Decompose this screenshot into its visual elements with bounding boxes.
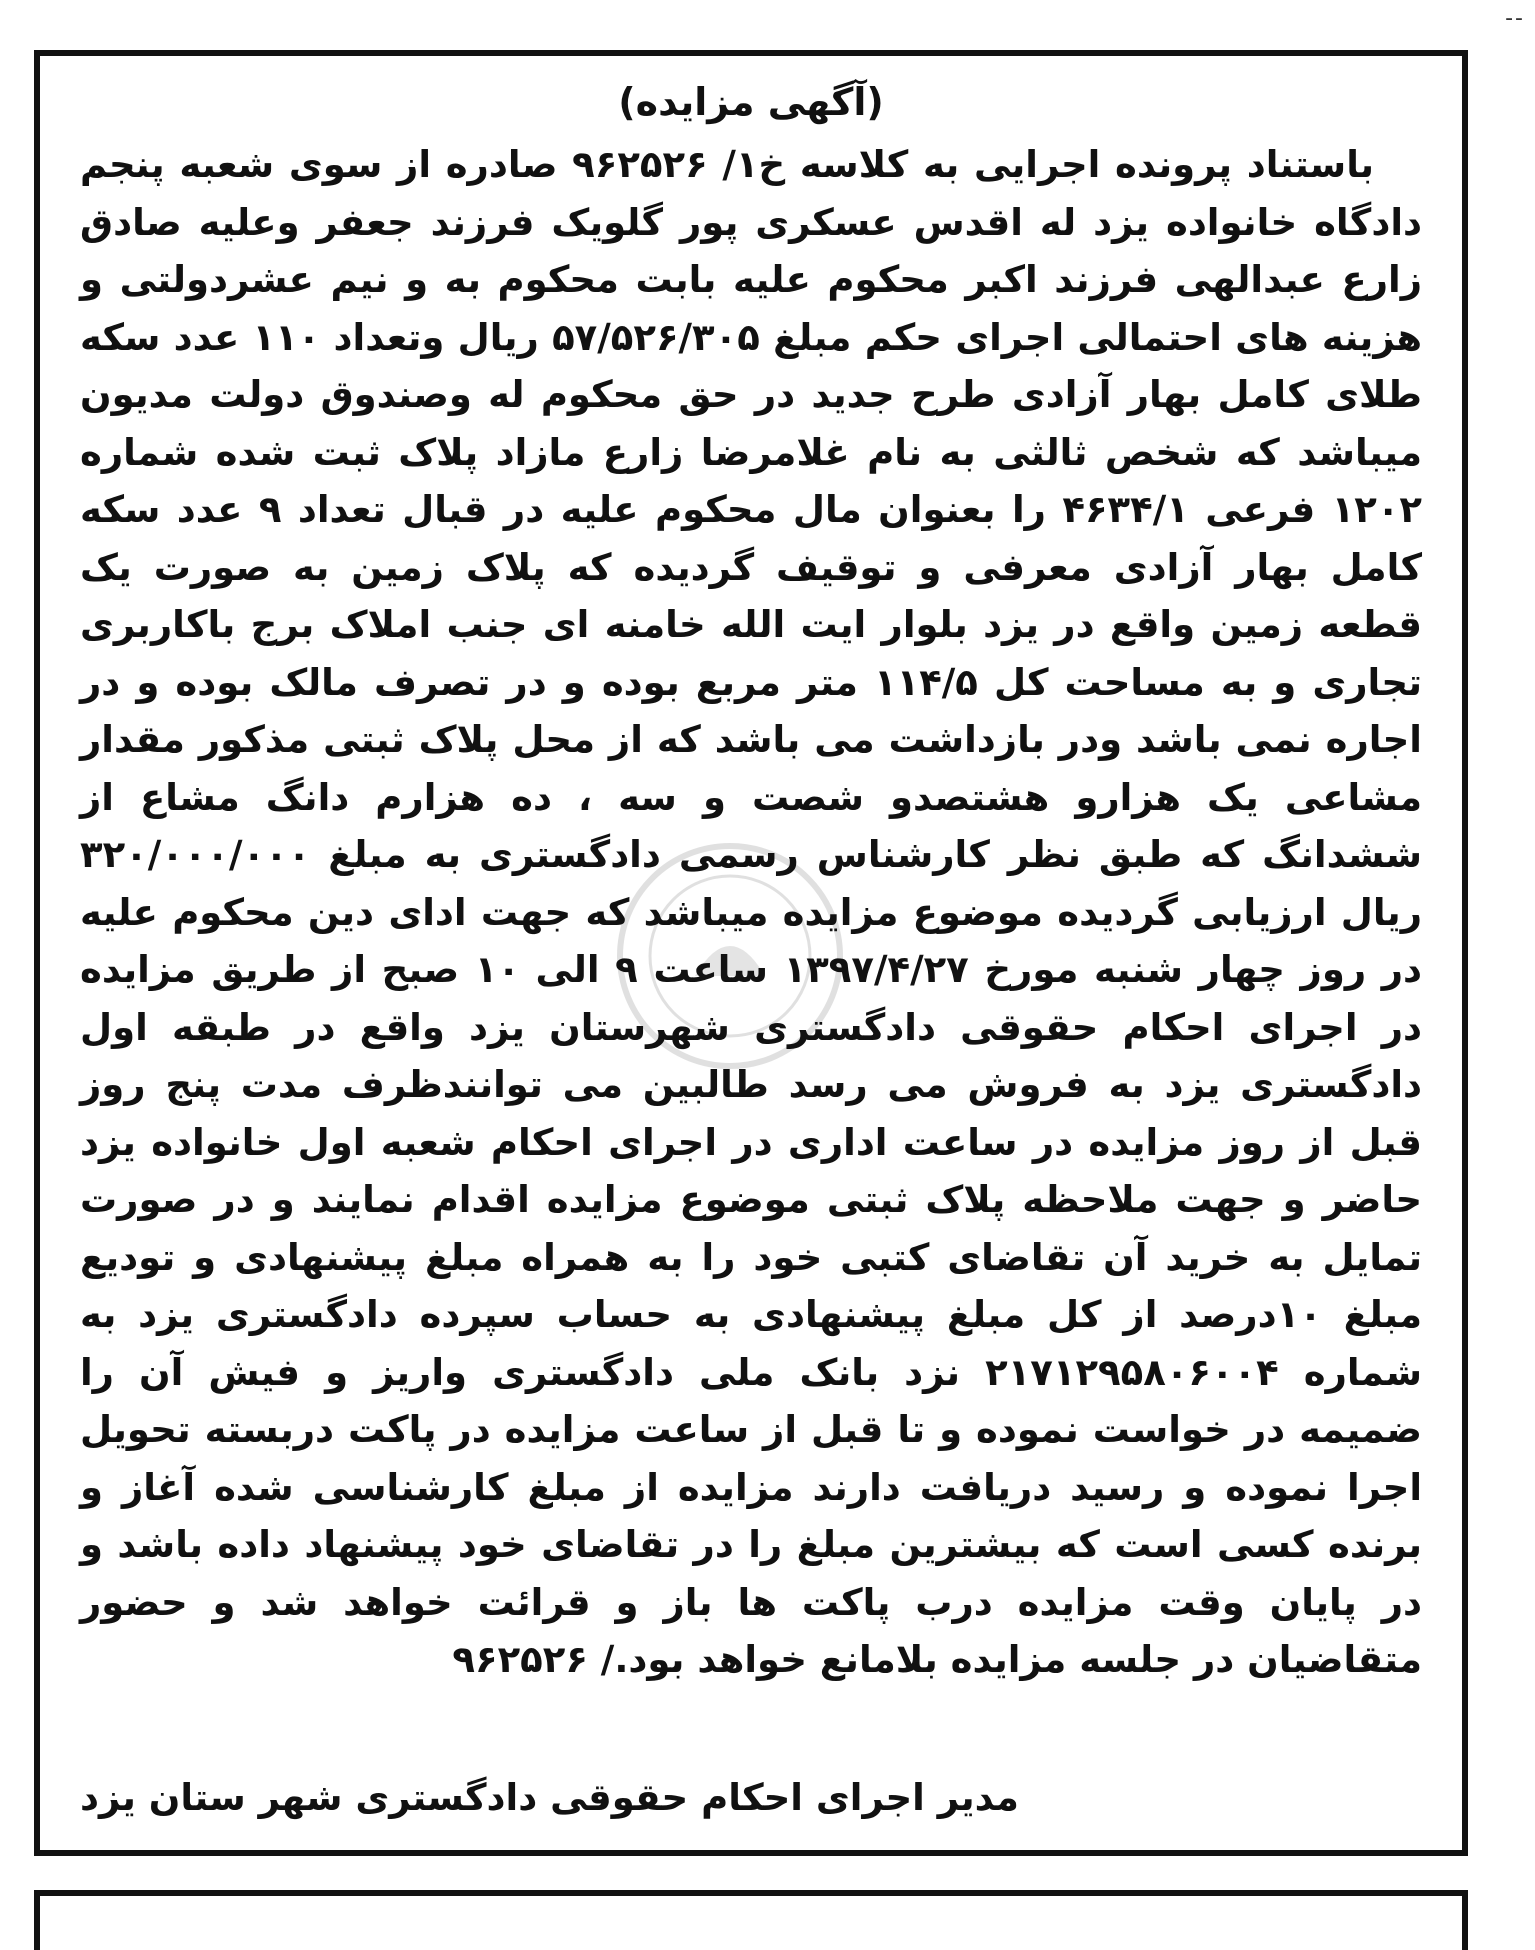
corner-mark: -- (1505, 6, 1525, 31)
auction-notice-frame (34, 50, 1468, 1856)
next-notice-frame-top (34, 1890, 1468, 1950)
notice-content (80, 74, 1422, 1830)
notice-signature: مدیر اجرای احکام حقوقی دادگستری شهر ستان یزد (80, 1776, 1019, 1819)
notice-body: باستناد پرونده اجرایی به کلاسه خ۱/ ۹۶۲۵۲۶ صادره از سوی شعبه پنجم دادگاه خانواده یزد له اقدس عسکری پور گلویک فرزند جعفر وعلیه صادق زارع عبدالهی فرزند اکبر محکوم علیه بابت محکوم به و نیم عشردولتی و هزینه های احتمالی اجرای حکم مبلغ ۵۷/۵۲۶/۳۰۵ ریال وتعداد ۱۱۰ عدد سکه طلای کامل بهار آزادی طرح جدید در حق محکوم له وصندوق دولت مدیون میباشد که شخص ثالثی به نام غلامرضا زارع مازاد پلاک ثبت شده شماره ۱۲۰۲ فرعی ۴۶۳۴/۱ را بعنوان مال محکوم علیه در قبال تعداد ۹ عدد سکه کامل بهار آزادی معرفی و توقیف گردیده که پلاک زمین به صورت یک قطعه زمین واقع در یزد بلوار ایت الله خامنه ای جنب املاک برج باکاربری تجاری و به مساحت کل ۱۱۴/۵ متر مربع بوده و در تصرف مالک بوده و در اجاره نمی باشد ودر بازداشت می باشد که از محل پلاک ثبتی مذکور مقدار مشاعی یک هزارو هشتصدو شصت و سه ، ده هزارم دانگ مشاع از ششدانگ که طبق نظر کارشناس رسمی دادگستری به مبلغ ۳۲۰/۰۰۰/۰۰۰ ریال ارزیابی گردیده موضوع مزایده میباشد که جهت ادای دین محکوم علیه در روز چهار شنبه مورخ ۱۳۹۷/۴/۲۷ ساعت ۹ الی ۱۰ صبح از طریق مزایده در اجرای احکام حقوقی دادگستری شهرستان یزد واقع در طبقه اول دادگستری یزد به فروش می رسد طالبین می توانندظرف مدت پنج روز قبل از روز مزایده در ساعت اداری در اجرای احکام شعبه اول خانواده یزد حاضر و جهت ملاحظه پلاک ثبتی موضوع مزایده اقدام نمایند و در صورت تمایل به خرید آن تقاضای کتبی خود را به همراه مبلغ پیشنهادی و تودیع مبلغ ۱۰درصد از کل مبلغ پیشنهادی به حساب سپرده دادگستری یزد به شماره ۲۱۷۱۲۹۵۸۰۶۰۰۴ نزد بانک ملی دادگستری واریز و فیش آن را ضمیمه در خواست نموده و تا قبل از ساعت مزایده در پاکت دربسته تحویل اجرا نموده و رسید دریافت دارند مزایده از مبلغ کارشناسی شده آغاز و برنده کسی است که بیشترین مبلغ را در تقاضای خود پیشنهاد داده باشد و در پایان وقت مزایده درب پاکت ها باز و قرائت خواهد شد و حضور متقاضیان در جلسه مزایده بلامانع خواهد بود./ ۹۶۲۵۲۶ (80, 143, 1423, 1681)
notice-title: (آگهی مزایده) (618, 80, 884, 124)
